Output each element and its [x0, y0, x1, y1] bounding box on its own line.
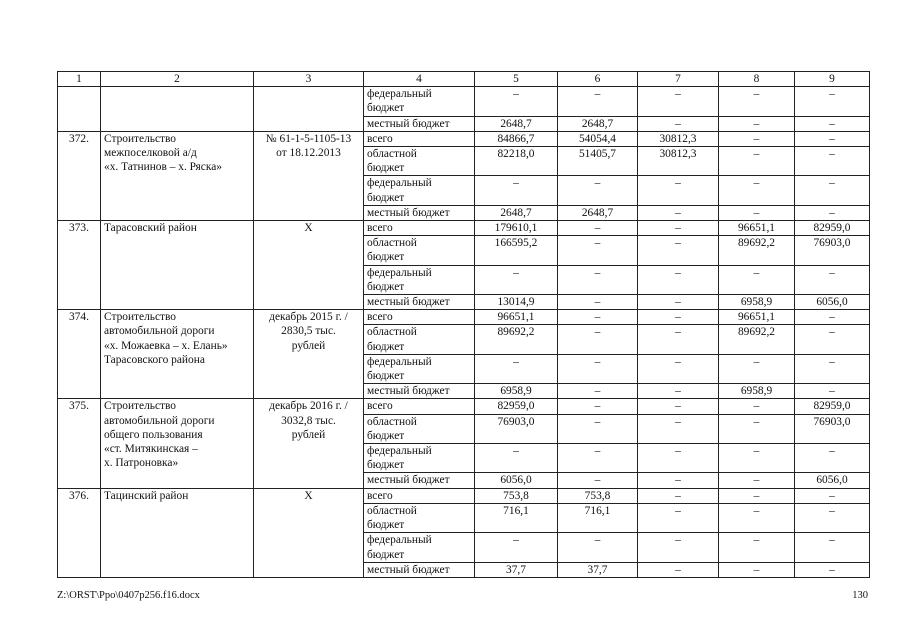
value-cell: 179610,1 [475, 221, 558, 236]
value-cell: – [719, 116, 795, 131]
value-cell: – [638, 295, 719, 310]
value-cell: – [638, 176, 719, 205]
value-cell: 96651,1 [475, 310, 558, 325]
object-name-cell: Строительство межпоселковой а/д «х. Татнинов – х. Ряска» [101, 131, 254, 220]
funding-source-cell: местный бюджет [364, 295, 475, 310]
value-cell: – [475, 265, 558, 294]
funding-source-cell: федеральный бюджет [364, 354, 475, 383]
value-cell: – [795, 310, 870, 325]
value-cell: – [475, 533, 558, 562]
budget-table [57, 71, 870, 578]
value-cell: 82959,0 [795, 221, 870, 236]
value-cell: 89692,2 [719, 325, 795, 354]
page-number: 130 [852, 590, 868, 601]
table-row [58, 221, 870, 236]
value-cell: 96651,1 [719, 221, 795, 236]
value-cell: – [719, 444, 795, 473]
funding-source-cell: областной бюджет [364, 325, 475, 354]
value-cell: – [638, 265, 719, 294]
value-cell: 6958,9 [719, 295, 795, 310]
value-cell: 76903,0 [795, 236, 870, 265]
value-cell: – [719, 147, 795, 176]
table-row [58, 488, 870, 503]
value-cell: – [795, 384, 870, 399]
object-name-cell [101, 87, 254, 132]
column-header: 5 [475, 72, 558, 87]
table-body [58, 87, 870, 578]
value-cell: – [638, 325, 719, 354]
value-cell: – [558, 310, 638, 325]
document-cell: Х [254, 488, 364, 577]
value-cell: 6056,0 [795, 295, 870, 310]
funding-source-cell: областной бюджет [364, 147, 475, 176]
table-header-row [58, 72, 870, 87]
value-cell: – [558, 236, 638, 265]
funding-source-cell: местный бюджет [364, 205, 475, 220]
value-cell: – [638, 236, 719, 265]
funding-source-cell: всего [364, 131, 475, 146]
value-cell: 89692,2 [475, 325, 558, 354]
value-cell: 76903,0 [795, 414, 870, 443]
value-cell: – [558, 444, 638, 473]
table-row [58, 87, 870, 116]
value-cell: – [638, 87, 719, 116]
value-cell: – [795, 131, 870, 146]
value-cell: – [795, 444, 870, 473]
column-header: 2 [101, 72, 254, 87]
value-cell: – [558, 176, 638, 205]
value-cell: – [638, 533, 719, 562]
value-cell: – [719, 131, 795, 146]
value-cell: – [638, 310, 719, 325]
table-row [58, 131, 870, 146]
funding-source-cell: областной бюджет [364, 236, 475, 265]
value-cell: – [558, 87, 638, 116]
document-cell: декабрь 2016 г. / 3032,8 тыс. рублей [254, 399, 364, 488]
column-header: 4 [364, 72, 475, 87]
value-cell: 2648,7 [475, 205, 558, 220]
document-cell [254, 87, 364, 132]
value-cell: 96651,1 [719, 310, 795, 325]
value-cell: – [558, 414, 638, 443]
value-cell: – [558, 325, 638, 354]
table-row [58, 310, 870, 325]
value-cell: – [719, 503, 795, 532]
item-number-cell: 373. [58, 221, 101, 310]
value-cell: – [638, 473, 719, 488]
object-name-cell: Тацинский район [101, 488, 254, 577]
value-cell: 753,8 [558, 488, 638, 503]
object-name-cell: Тарасовский район [101, 221, 254, 310]
value-cell: – [795, 354, 870, 383]
value-cell: – [795, 533, 870, 562]
value-cell: – [795, 176, 870, 205]
value-cell: 30812,3 [638, 147, 719, 176]
funding-source-cell: всего [364, 399, 475, 414]
value-cell: – [795, 147, 870, 176]
funding-source-cell: местный бюджет [364, 384, 475, 399]
funding-source-cell: областной бюджет [364, 503, 475, 532]
value-cell: – [475, 444, 558, 473]
funding-source-cell: федеральный бюджет [364, 533, 475, 562]
value-cell: – [638, 414, 719, 443]
value-cell: – [558, 533, 638, 562]
column-header: 3 [254, 72, 364, 87]
value-cell: 30812,3 [638, 131, 719, 146]
value-cell: – [638, 116, 719, 131]
value-cell: – [795, 87, 870, 116]
item-number-cell: 376. [58, 488, 101, 577]
value-cell: 89692,2 [719, 236, 795, 265]
value-cell: 51405,7 [558, 147, 638, 176]
value-cell: 716,1 [558, 503, 638, 532]
value-cell: – [795, 265, 870, 294]
funding-source-cell: федеральный бюджет [364, 87, 475, 116]
value-cell: – [795, 325, 870, 354]
value-cell: 166595,2 [475, 236, 558, 265]
funding-source-cell: всего [364, 221, 475, 236]
value-cell: – [719, 87, 795, 116]
value-cell: – [638, 562, 719, 577]
value-cell: – [475, 354, 558, 383]
value-cell: – [638, 221, 719, 236]
value-cell: 6958,9 [475, 384, 558, 399]
value-cell: 13014,9 [475, 295, 558, 310]
value-cell: 82959,0 [795, 399, 870, 414]
document-cell: декабрь 2015 г. / 2830,5 тыс. рублей [254, 310, 364, 399]
footer-file-path: Z:\ORST\Ppo\0407p256.f16.docx [57, 590, 200, 601]
value-cell: 54054,4 [558, 131, 638, 146]
value-cell: – [719, 265, 795, 294]
value-cell: – [719, 176, 795, 205]
column-header: 8 [719, 72, 795, 87]
value-cell: – [638, 503, 719, 532]
document-cell: Х [254, 221, 364, 310]
funding-source-cell: областной бюджет [364, 414, 475, 443]
document-cell: № 61-1-5-1105-13 от 18.12.2013 [254, 131, 364, 220]
value-cell: – [719, 414, 795, 443]
column-header: 7 [638, 72, 719, 87]
value-cell: – [638, 444, 719, 473]
value-cell: – [558, 295, 638, 310]
funding-source-cell: всего [364, 488, 475, 503]
value-cell: 716,1 [475, 503, 558, 532]
value-cell: 2648,7 [475, 116, 558, 131]
funding-source-cell: всего [364, 310, 475, 325]
column-header: 9 [795, 72, 870, 87]
value-cell: – [558, 221, 638, 236]
funding-source-cell: федеральный бюджет [364, 176, 475, 205]
value-cell: 84866,7 [475, 131, 558, 146]
value-cell: – [558, 399, 638, 414]
value-cell: 37,7 [558, 562, 638, 577]
value-cell: – [558, 384, 638, 399]
value-cell: – [719, 473, 795, 488]
object-name-cell: Строительство автомобильной дороги «х. Можаевка – х. Елань» Тарасовского района [101, 310, 254, 399]
funding-source-cell: местный бюджет [364, 562, 475, 577]
value-cell: – [638, 399, 719, 414]
value-cell: – [719, 562, 795, 577]
item-number-cell: 374. [58, 310, 101, 399]
value-cell: – [719, 399, 795, 414]
funding-source-cell: федеральный бюджет [364, 265, 475, 294]
value-cell: 37,7 [475, 562, 558, 577]
value-cell: – [638, 384, 719, 399]
value-cell: – [558, 473, 638, 488]
value-cell: – [475, 87, 558, 116]
value-cell: – [719, 533, 795, 562]
value-cell: – [719, 488, 795, 503]
value-cell: 82218,0 [475, 147, 558, 176]
value-cell: – [558, 265, 638, 294]
funding-source-cell: местный бюджет [364, 116, 475, 131]
value-cell: 2648,7 [558, 116, 638, 131]
value-cell: – [795, 503, 870, 532]
value-cell: 2648,7 [558, 205, 638, 220]
value-cell: – [795, 116, 870, 131]
item-number-cell [58, 87, 101, 132]
value-cell: – [638, 488, 719, 503]
value-cell: – [475, 176, 558, 205]
value-cell: 76903,0 [475, 414, 558, 443]
value-cell: 6056,0 [475, 473, 558, 488]
value-cell: – [795, 205, 870, 220]
value-cell: 6056,0 [795, 473, 870, 488]
column-header: 1 [58, 72, 101, 87]
funding-source-cell: федеральный бюджет [364, 444, 475, 473]
value-cell: – [638, 205, 719, 220]
value-cell: 6958,9 [719, 384, 795, 399]
column-header: 6 [558, 72, 638, 87]
table-row [58, 399, 870, 414]
value-cell: – [795, 562, 870, 577]
item-number-cell: 372. [58, 131, 101, 220]
value-cell: – [795, 488, 870, 503]
value-cell: 82959,0 [475, 399, 558, 414]
item-number-cell: 375. [58, 399, 101, 488]
value-cell: – [719, 205, 795, 220]
value-cell: – [558, 354, 638, 383]
object-name-cell: Строительство автомобильной дороги общего пользования «ст. Митякинская – х. Патроновка» [101, 399, 254, 488]
value-cell: 753,8 [475, 488, 558, 503]
value-cell: – [719, 354, 795, 383]
funding-source-cell: местный бюджет [364, 473, 475, 488]
value-cell: – [638, 354, 719, 383]
